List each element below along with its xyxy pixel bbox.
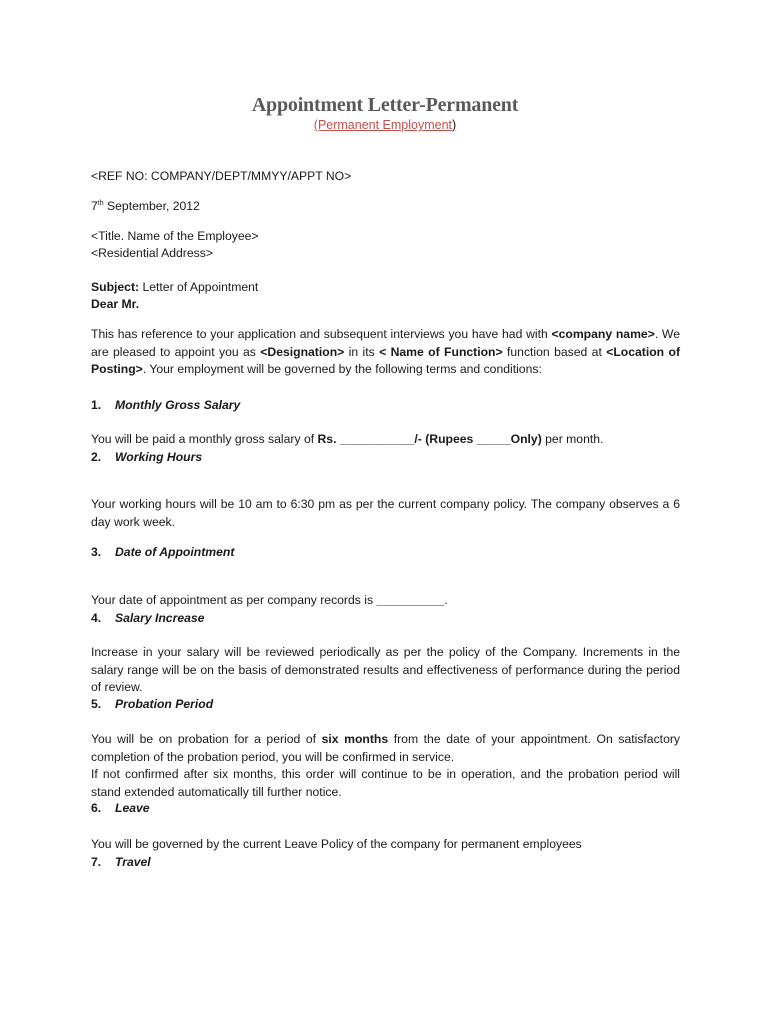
reference-number: <REF NO: COMPANY/DEPT/MMYY/APPT NO> (91, 169, 352, 183)
employee-name: <Title. Name of the Employee> (91, 229, 259, 243)
document-title: Appointment Letter-Permanent (251, 94, 519, 116)
section-number: 2. (91, 450, 102, 464)
section-title: Date of Appointment (115, 545, 235, 559)
probation-duration: six months (321, 732, 389, 746)
intro-location: <Location of Posting> (91, 344, 681, 376)
date-rest: September, 2012 (103, 199, 200, 213)
employee-address: <Residential Address> (91, 246, 213, 260)
intro-company-name: <company name> (551, 327, 655, 341)
appointment-date-paragraph (91, 592, 680, 610)
section-title: Monthly Gross Salary (115, 398, 241, 412)
subtitle-text: (Permanent Employment (313, 118, 453, 132)
probation-extension-paragraph: If not confirmed after six months, this order will continue to be in operation, and the probation period will stand extended automatically till further notice. (91, 767, 680, 799)
section-heading-travel (91, 854, 680, 872)
salary-increase-paragraph: Increase in your salary will be reviewed periodically as per the policy of the Company. Increments in the salary range will be on the basis of demonstrated results and effectiveness of performance during the period of review. (91, 645, 680, 694)
section-number: 4. (91, 611, 102, 625)
document-subtitle (0, 118, 770, 132)
intro-text-5: . Your employment will be governed by the following terms and conditions: (142, 362, 542, 376)
intro-text-4: function based at (502, 344, 607, 359)
probation-text-2: from the date of your appointment. On satisfactory completion of the probation period, you will be confirmed in service. (91, 732, 680, 764)
section-number: 6. (91, 801, 102, 815)
subject-text: Letter of Appointment (139, 280, 259, 294)
section-heading-salary (91, 397, 680, 415)
salary-paragraph (91, 431, 680, 449)
section-title: Travel (115, 855, 151, 869)
working-hours-paragraph: Your working hours will be 10 am to 6:30 pm as per the current company policy. The company observes a 6 day work week. (91, 497, 680, 529)
section-title: Working Hours (115, 450, 203, 464)
section-heading-probation (91, 696, 680, 714)
appointment-date-blank: __________ (376, 593, 445, 607)
subject-line (91, 279, 680, 297)
section-number: 3. (91, 545, 102, 559)
leave-paragraph: You will be governed by the current Leave Policy of the company for permanent employees (91, 837, 582, 851)
section-number: 5. (91, 697, 102, 711)
section-title: Leave (115, 801, 150, 815)
intro-text-1: This has reference to your application and subsequent interviews you have had with (91, 327, 552, 341)
section-heading-leave (91, 800, 680, 818)
appointment-text-1: Your date of appointment as per company records is (91, 593, 377, 607)
probation-text-1: You will be on probation for a period of (91, 732, 322, 746)
subtitle-close: ) (452, 118, 457, 132)
intro-paragraph (91, 326, 680, 379)
intro-function: < Name of Function> (379, 344, 503, 359)
section-title: Probation Period (115, 697, 214, 711)
appointment-text-2: . (444, 593, 448, 607)
salary-text-2: per month. (541, 432, 604, 446)
subject-label: Subject: (91, 280, 140, 294)
intro-text-2: . We are pleased to appoint you as (91, 327, 680, 359)
salutation: Dear Mr. (91, 297, 140, 311)
section-heading-appointment-date (91, 544, 680, 562)
section-number: 7. (91, 855, 102, 869)
intro-designation: <Designation> (260, 344, 345, 359)
probation-paragraph (91, 731, 680, 766)
salary-amount: Rs. ___________/- (Rupees _____Only) (317, 432, 542, 446)
date-day: 7 (91, 199, 98, 213)
section-title: Salary Increase (115, 611, 205, 625)
date-suffix: th (97, 199, 104, 207)
section-heading-salary-increase (91, 610, 680, 628)
section-heading-working-hours (91, 449, 680, 467)
intro-text-3: in its (344, 344, 380, 359)
salary-text-1: You will be paid a monthly gross salary of (91, 432, 318, 446)
section-number: 1. (91, 398, 102, 412)
letter-date (91, 198, 680, 216)
